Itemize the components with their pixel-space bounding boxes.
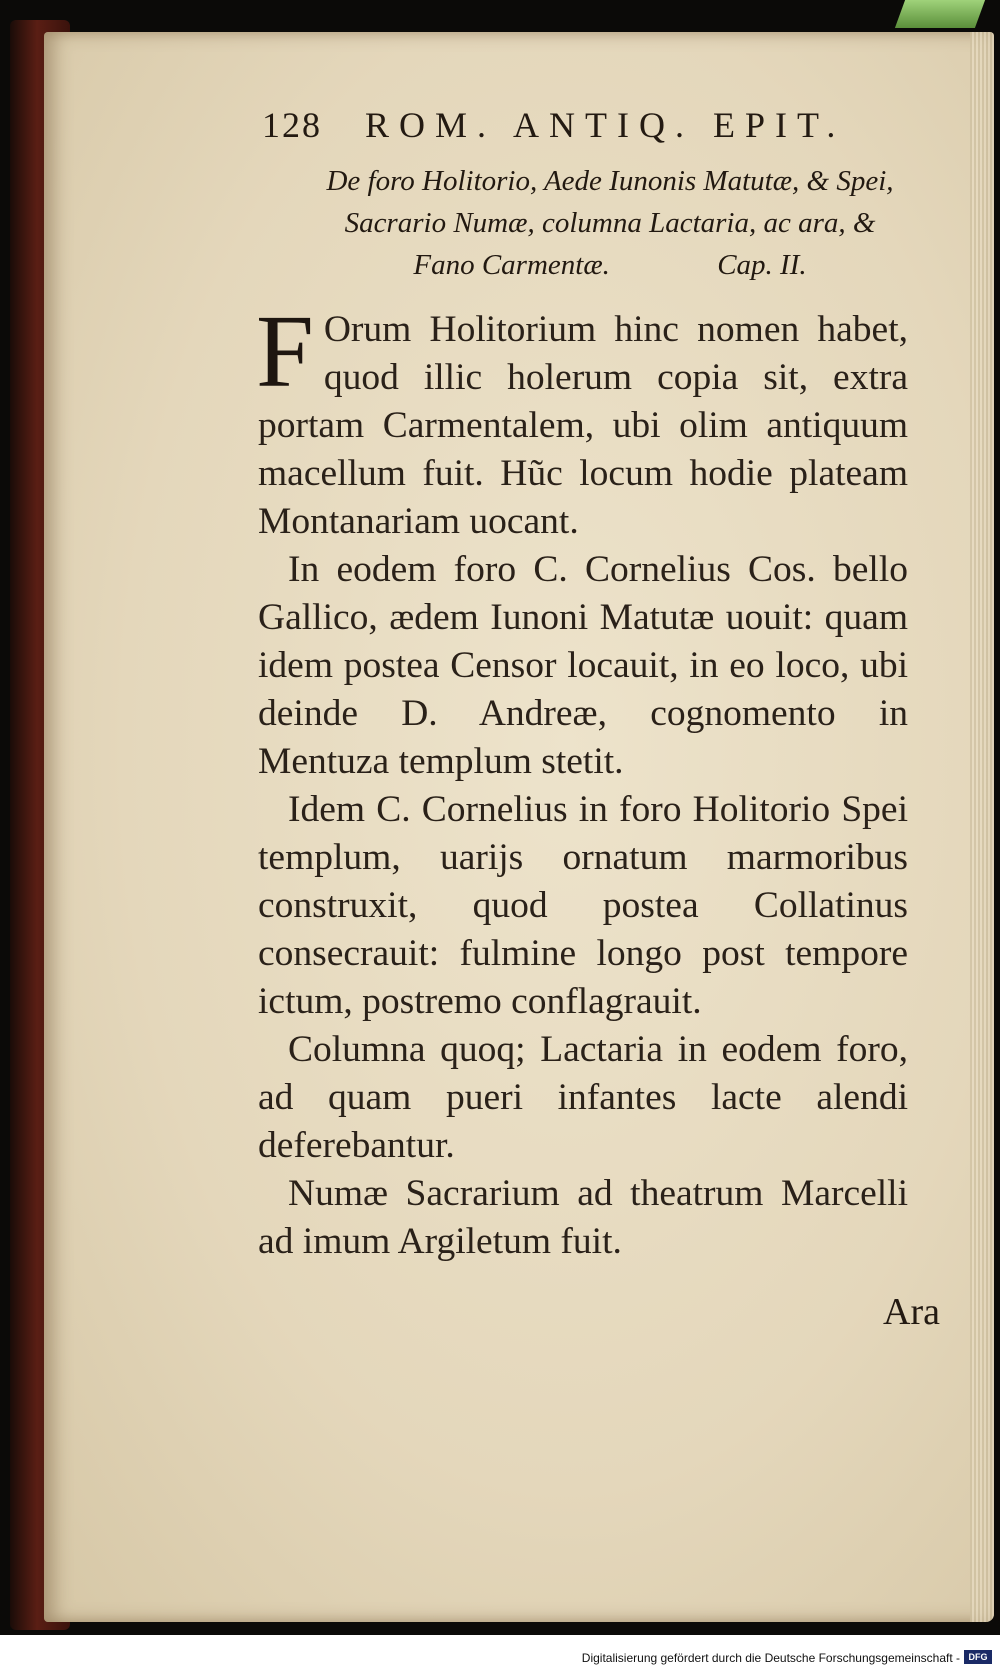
- paragraph-1: [256, 294, 908, 546]
- paragraph-4: Columna quoq; Lactaria in eodem foro, ad quam pueri infantes lacte alendi deferebantur.: [258, 1029, 908, 1166]
- chapter-number: II.: [780, 249, 807, 281]
- chapter-title-line-1: De foro Holitorio, Aede Iunonis Matutæ, & Spei,: [326, 165, 894, 197]
- paragraph-1-text: Orum Holitorium hinc nomen habet, quod illic holerum copia sit, extra portam Carmentalem, ubi olim antiquum macellum fuit. Hũc locum hodie plateam Montanariam uocant.: [258, 309, 908, 542]
- paragraph-5: Numæ Sacrarium ad theatrum Marcelli ad imum Argiletum fuit.: [258, 1173, 908, 1262]
- page-fore-edge: [970, 32, 994, 1622]
- bookmark-ribbon: [895, 0, 985, 28]
- chapter-title-line-3: [290, 244, 930, 286]
- dfg-logo: DFG: [964, 1650, 992, 1664]
- chapter-title-line-3-text: Fano Carmentæ.: [413, 249, 610, 281]
- catchword: Ara: [883, 1291, 940, 1333]
- footer-credit: Digitalisierung gefördert durch die Deutsche Forschungsgemeinschaft -: [581, 1651, 960, 1665]
- paragraph-2: In eodem foro C. Cornelius Cos. bello Gallico, ædem Iunoni Matutæ uouit: quam idem postea Censor locauit, in eo loco, ubi deinde D. Andreæ, cognomento in Mentuza templum stetit.: [258, 549, 908, 782]
- digitization-footer: [0, 1635, 1000, 1673]
- drop-capital: F: [256, 294, 314, 409]
- running-head: [262, 104, 902, 146]
- paragraph-3: Idem C. Cornelius in foro Holitorio Spei templum, uarijs ornatum marmoribus construxit, quod postea Collatinus consecrauit: fulmine longo post tempore ictum, postremo conflagrauit.: [258, 789, 908, 1022]
- running-title: ROM. ANTIQ. EPIT.: [365, 105, 846, 145]
- body-text: [256, 294, 908, 1266]
- page-number: 128: [262, 105, 322, 145]
- chapter-title: [290, 160, 930, 286]
- chapter-label: Cap.: [717, 249, 773, 281]
- chapter-title-line-2: Sacrario Numæ, columna Lactaria, ac ara, &: [344, 207, 876, 239]
